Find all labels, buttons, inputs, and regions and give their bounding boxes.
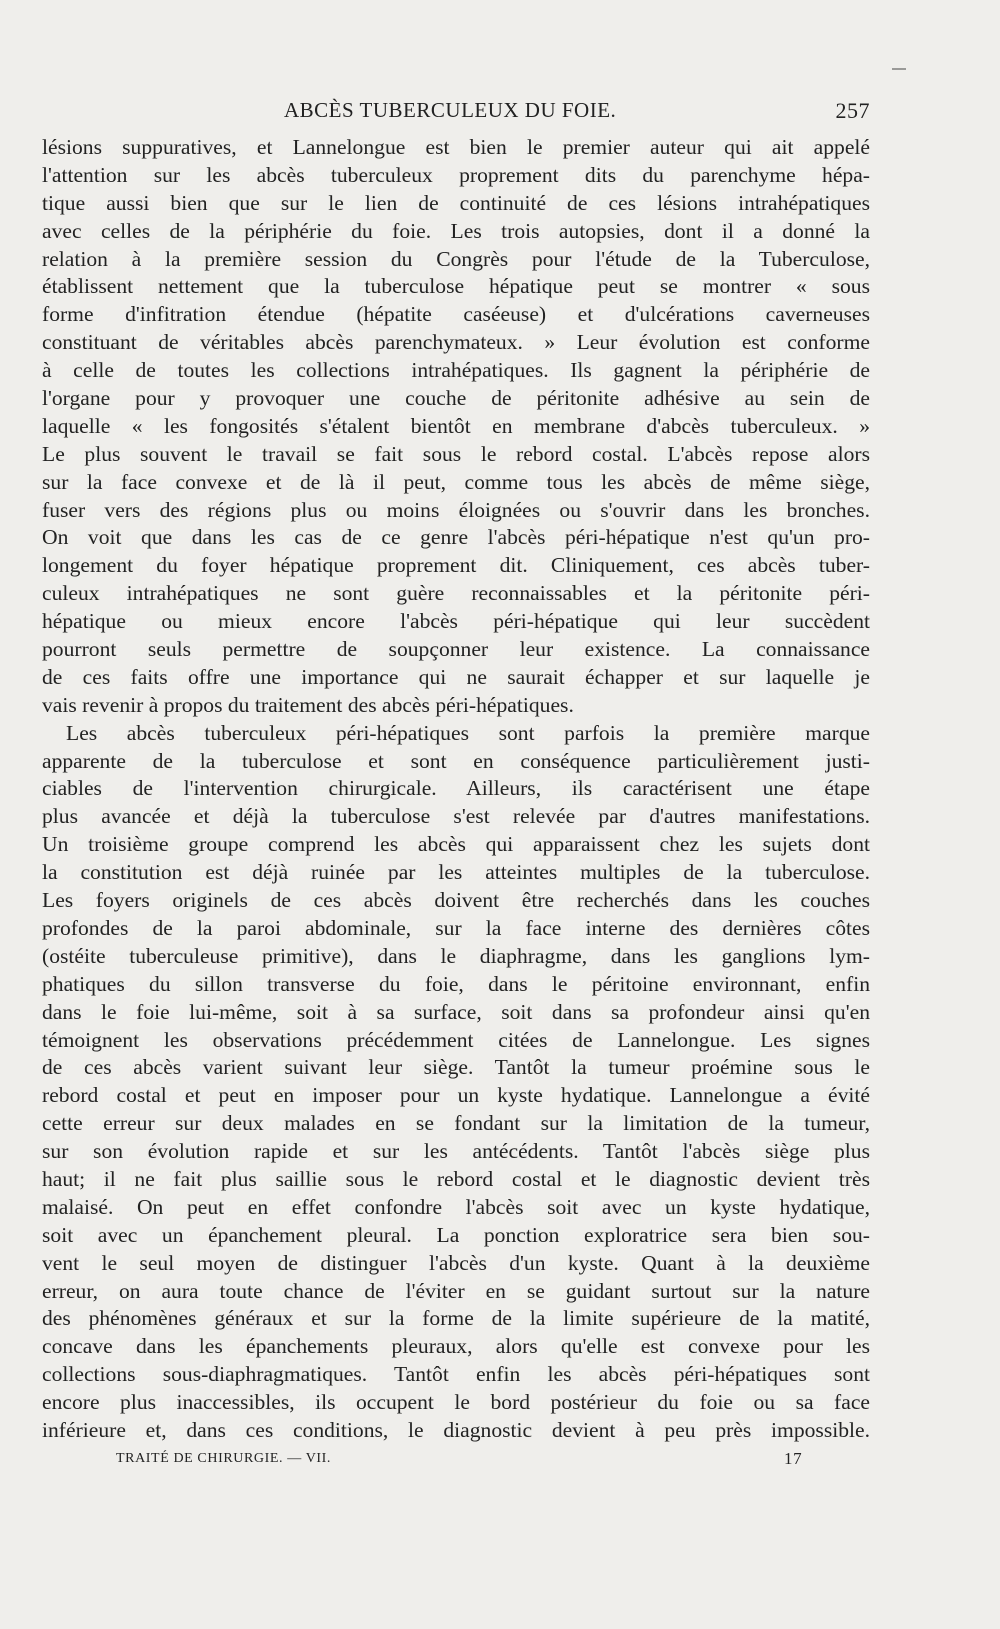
text-line: de ces abcès varient suivant leur siège. Tantôt la tumeur proémine sous le <box>42 1055 870 1080</box>
book-title: TRAITÉ DE CHIRURGIE. — VII. <box>116 1451 332 1466</box>
text-line: tique aussi bien que sur le lien de continuité de ces lésions intrahépatiques <box>42 190 870 215</box>
text-line: l'attention sur les abcès tuberculeux proprement dits du parenchyme hépa- <box>42 162 870 187</box>
text-line: la constitution est déjà ruinée par les atteintes multiples de la tuberculose. <box>42 860 870 885</box>
text-line: Le plus souvent le travail se fait sous le rebord costal. L'abcès repose alors <box>42 441 870 466</box>
text-line: haut; il ne fait plus saillie sous le rebord costal et le diagnostic devient très <box>42 1166 870 1191</box>
text-line: laquelle « les fongosités s'étalent bientôt en membrane d'abcès tuberculeux. » <box>42 413 870 438</box>
text-line: apparente de la tuberculose et sont en conséquence particulièrement justi- <box>42 748 870 773</box>
running-head <box>44 98 870 128</box>
text-line: profondes de la paroi abdominale, sur la face interne des dernières côtes <box>42 915 870 940</box>
text-line: fuser vers des régions plus ou moins éloignées ou s'ouvrir dans les bronches. <box>42 497 870 522</box>
text-line: avec celles de la périphérie du foie. Les trois autopsies, dont il a donné la <box>42 218 870 243</box>
text-line: Les abcès tuberculeux péri-hépatiques sont parfois la première marque <box>66 720 870 745</box>
text-line: malaisé. On peut en effet confondre l'abcès soit avec un kyste hydatique, <box>42 1194 870 1219</box>
running-title: ABCÈS TUBERCULEUX DU FOIE. <box>284 98 617 122</box>
text-line: sur la face convexe et de là il peut, comme tous les abcès de même siège, <box>42 469 870 494</box>
text-line: rebord costal et peut en imposer pour un kyste hydatique. Lannelongue a évité <box>42 1083 870 1108</box>
text-line: vent le seul moyen de distinguer l'abcès d'un kyste. Quant à la deuxième <box>42 1250 870 1275</box>
text-line: hépatique ou mieux encore l'abcès péri-hépatique qui leur succèdent <box>42 609 870 634</box>
text-line: Les foyers originels de ces abcès doivent être recherchés dans les couches <box>42 888 870 913</box>
text-line: erreur, on aura toute chance de l'éviter en se guidant surtout sur la nature <box>42 1278 870 1303</box>
page-number: 257 <box>835 98 870 123</box>
text-line: témoignent les observations précédemment citées de Lannelongue. Les signes <box>42 1027 870 1052</box>
text-line: à celle de toutes les collections intrahépatiques. Ils gagnent la périphérie de <box>42 358 870 383</box>
text-line: établissent nettement que la tuberculose hépatique peut se montrer « sous <box>42 274 870 299</box>
page-footer <box>44 1447 870 1475</box>
scan-mark <box>892 68 906 70</box>
text-line: constituant de véritables abcès parenchymateux. » Leur évolution est conforme <box>42 330 870 355</box>
text-line: On voit que dans les cas de ce genre l'abcès péri-hépatique n'est qu'un pro- <box>42 525 870 550</box>
text-line: des phénomènes généraux et sur la forme de la limite supérieure de la matité, <box>42 1306 870 1331</box>
text-line: pourront seuls permettre de soupçonner leur existence. La connaissance <box>42 637 870 662</box>
text-line: ciables de l'intervention chirurgicale. Ailleurs, ils caractérisent une étape <box>42 776 870 801</box>
text-line: relation à la première session du Congrès pour l'étude de la Tuberculose, <box>42 246 870 271</box>
signature-mark: 17 <box>784 1449 803 1468</box>
text-line: soit avec un épanchement pleural. La ponction exploratrice sera bien sou- <box>42 1222 870 1247</box>
text-line: culeux intrahépatiques ne sont guère reconnaissables et la péritonite péri- <box>42 581 870 606</box>
text-line: lésions suppuratives, et Lannelongue est bien le premier auteur qui ait appelé <box>42 135 870 159</box>
body-text <box>42 134 870 1445</box>
text-line: (ostéite tuberculeuse primitive), dans le diaphragme, dans les ganglions lym- <box>42 943 870 968</box>
text-line: dans le foie lui-même, soit à sa surface, soit dans sa profondeur ainsi qu'en <box>42 999 870 1024</box>
text-line: de ces faits offre une importance qui ne saurait échapper et sur laquelle je <box>42 664 870 689</box>
text-line: sur son évolution rapide et sur les antécédents. Tantôt l'abcès siège plus <box>42 1139 870 1164</box>
text-line: plus avancée et déjà la tuberculose s'est relevée par d'autres manifestations. <box>42 804 870 829</box>
text-line: forme d'infitration étendue (hépatite caséeuse) et d'ulcérations caverneuses <box>42 302 870 327</box>
text-line: longement du foyer hépatique proprement dit. Cliniquement, ces abcès tuber- <box>42 553 870 578</box>
text-line: l'organe pour y provoquer une couche de péritonite adhésive au sein de <box>42 386 870 411</box>
text-line: concave dans les épanchements pleuraux, alors qu'elle est convexe pour les <box>42 1334 870 1359</box>
text-line: encore plus inaccessibles, ils occupent le bord postérieur du foie ou sa face <box>42 1390 870 1415</box>
text-line: inférieure et, dans ces conditions, le diagnostic devient à peu près impossible. <box>42 1417 870 1442</box>
text-line: cette erreur sur deux malades en se fondant sur la limitation de la tumeur, <box>42 1111 870 1136</box>
text-line: vais revenir à propos du traitement des abcès péri-hépatiques. <box>42 692 574 717</box>
text-line: collections sous-diaphragmatiques. Tantôt enfin les abcès péri-hépatiques sont <box>42 1362 870 1387</box>
text-line: phatiques du sillon transverse du foie, dans le péritoine environnant, enfin <box>42 971 870 996</box>
text-line: Un troisième groupe comprend les abcès qui apparaissent chez les sujets dont <box>42 832 870 857</box>
